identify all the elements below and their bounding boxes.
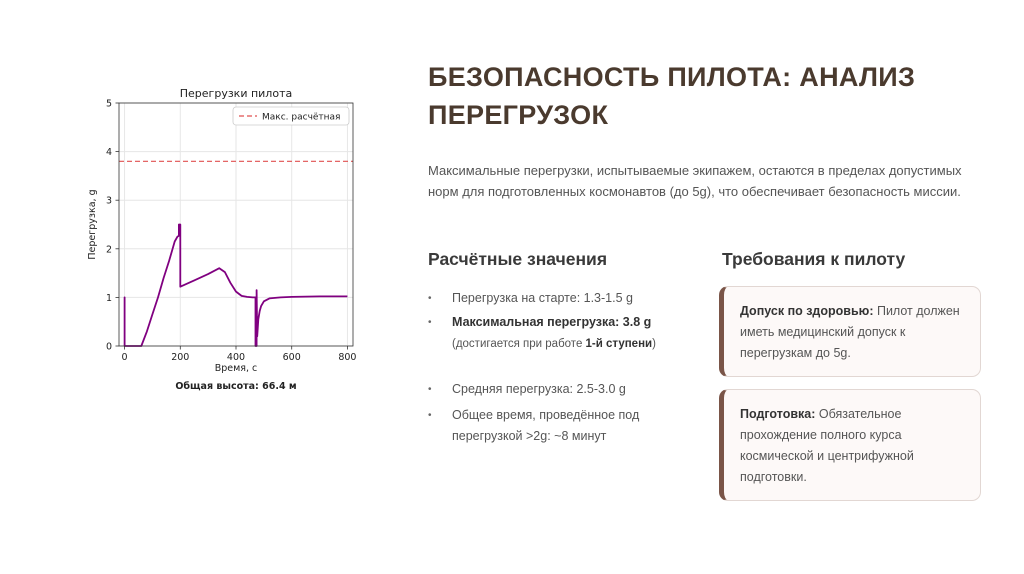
card-text: Пилот должен иметь медицинский допуск к перегрузкам до 5g.	[740, 304, 960, 360]
card-text: Обязательное прохождение полного курса космической и центрифужной подготовки.	[740, 407, 914, 484]
training-requirement-card	[719, 389, 981, 501]
y-tick-label: 2	[105, 244, 112, 256]
list-item	[428, 312, 688, 355]
x-axis-label: Время, с	[214, 363, 258, 374]
intro-text: Максимальные перегрузки, испытываемые экипажем, остаются в пределах допустимых норм для подготовленных космонавтов (до 5g), что обеспечивает безопасность миссии.	[428, 163, 962, 199]
y-tick-label: 1	[105, 292, 112, 304]
health-requirement-card	[719, 286, 981, 377]
title-line-2: ПЕРЕГРУЗОК	[428, 100, 609, 130]
note-pre: (достигается при работе	[452, 338, 586, 350]
y-tick-label: 0	[105, 341, 112, 353]
note-bold: 1-й ступени	[585, 338, 653, 350]
calc-list	[428, 288, 688, 447]
bullet-text: Средняя перегрузка: 2.5-3.0 g	[452, 382, 626, 396]
y-tick-label: 3	[105, 195, 112, 207]
list-item	[428, 379, 688, 400]
bullet-bold-text: Максимальная перегрузка: 3.8 g	[452, 315, 652, 329]
bullet-note	[452, 338, 656, 350]
x-tick-label: 600	[282, 352, 301, 363]
bullet-icon: •	[428, 317, 432, 328]
list-item	[428, 288, 688, 309]
bullet-icon: •	[428, 384, 432, 395]
slide-title	[428, 58, 948, 134]
bullet-icon: •	[428, 410, 432, 421]
x-tick-label: 400	[226, 352, 246, 363]
bullet-text: Перегрузка на старте: 1.3-1.5 g	[452, 291, 633, 305]
x-tick-label: 0	[121, 352, 128, 363]
y-tick-label: 4	[105, 147, 112, 159]
card-title: Подготовка:	[740, 407, 816, 421]
requirements-heading: Требования к пилоту	[722, 249, 906, 269]
card-title: Допуск по здоровью:	[740, 304, 874, 318]
x-tick-label: 800	[338, 352, 357, 363]
chart-svg	[80, 80, 365, 400]
title-line-1: БЕЗОПАСНОСТЬ ПИЛОТА: АНАЛИЗ	[428, 62, 916, 92]
chart-caption: Общая высота: 66.4 м	[175, 381, 297, 392]
calc-heading: Расчётные значения	[428, 249, 608, 269]
bullet-icon: •	[428, 293, 432, 304]
y-axis-label: Перегрузка, g	[87, 189, 98, 260]
x-tick-label: 200	[171, 352, 190, 363]
bullet-text: Общее время, проведённое под перегрузкой >2g: ~8 минут	[452, 408, 640, 443]
y-tick-label: 5	[105, 98, 112, 110]
legend-label: Макс. расчётная	[262, 112, 341, 123]
list-item	[428, 405, 667, 447]
note-post: )	[652, 338, 656, 350]
g-force-chart	[80, 80, 365, 400]
chart-title: Перегрузки пилота	[179, 87, 293, 100]
